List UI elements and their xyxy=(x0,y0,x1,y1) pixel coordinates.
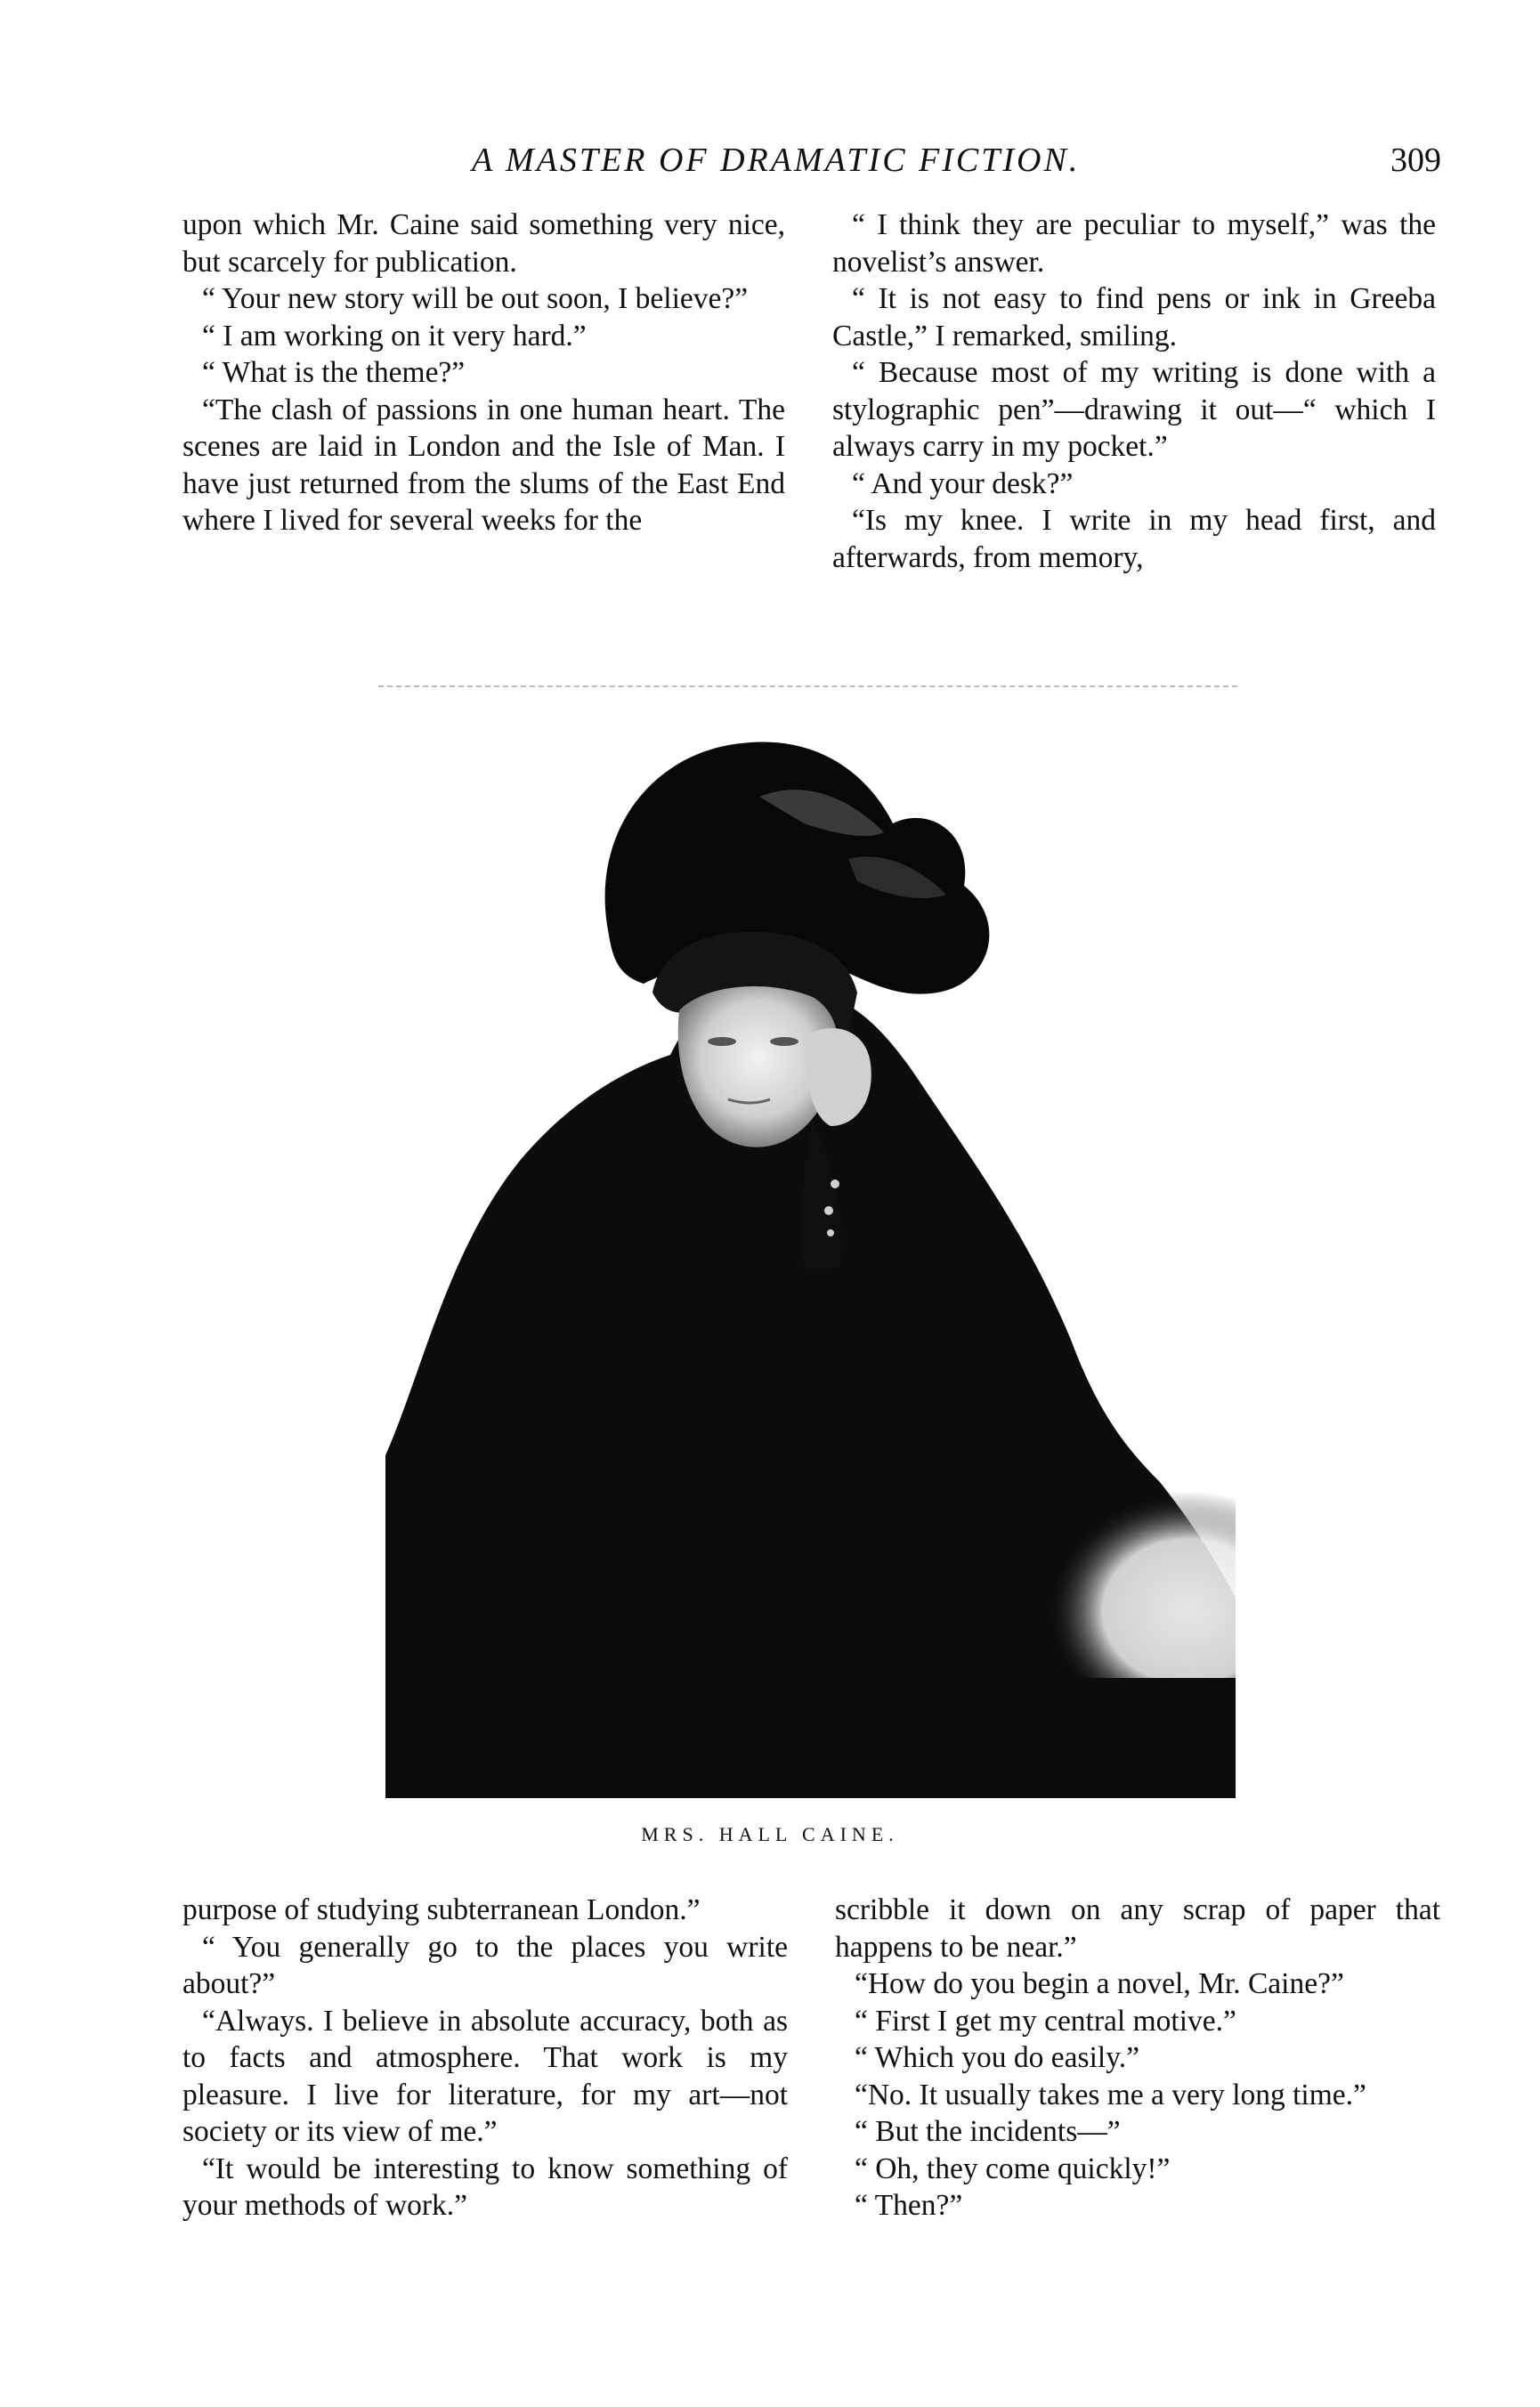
paragraph: upon which Mr. Caine said something very nice, but scarcely for publication. xyxy=(182,208,785,279)
paragraph: “ Your new story will be out soon, I believe?” xyxy=(202,282,749,315)
photo-top-edge xyxy=(378,685,1237,691)
column-top-right xyxy=(832,207,1436,576)
paragraph: “ It is not easy to find pens or ink in Greeba Castle,” I remarked, smiling. xyxy=(832,282,1436,353)
running-header: A MASTER OF DRAMATIC FICTION. xyxy=(472,142,1081,179)
photo-caption: MRS. HALL CAINE. xyxy=(641,1823,899,1845)
paragraph: “ Then?” xyxy=(855,2189,963,2222)
paragraph: “ I think they are peculiar to myself,” was the novelist’s answer. xyxy=(832,208,1436,279)
paragraph: “ Because most of my writing is done with a stylographic pen”—drawing it out—“ which I always carry in my pocket.” xyxy=(832,356,1436,463)
paragraph: “Always. I believe in absolute accuracy, both as to facts and atmosphere. That work is my pleasure. I live for literature, for my art—not society or its view of me.” xyxy=(182,2004,788,2148)
paragraph: “It would be interesting to know something of your methods of work.” xyxy=(182,2152,788,2222)
portrait-illustration xyxy=(385,699,1236,1798)
paragraph: “ You generally go to the places you write about?” xyxy=(182,1930,788,2000)
column-bottom-left xyxy=(182,1892,788,2225)
paragraph: “Is my knee. I write in my head first, and afterwards, from memory, xyxy=(832,504,1436,574)
paragraph: “ Which you do easily.” xyxy=(855,2041,1140,2074)
paragraph: “How do you begin a novel, Mr. Caine?” xyxy=(855,1967,1344,2000)
paragraph: “ Oh, they come quickly!” xyxy=(855,2152,1171,2185)
paragraph: “ And your desk?” xyxy=(852,466,1074,500)
column-bottom-right xyxy=(835,1892,1440,2225)
paragraph: “The clash of passions in one human heart. The scenes are laid in London and the Isle of Man. I have just returned from the slums of the East End where I lived for several weeks for the xyxy=(182,393,785,537)
page-number: 309 xyxy=(1390,142,1441,179)
paragraph: “ But the incidents—” xyxy=(855,2115,1121,2148)
paragraph: scribble it down on any scrap of paper that happens to be near.” xyxy=(835,1893,1440,1964)
paragraph: “No. It usually takes me a very long time.” xyxy=(855,2078,1366,2111)
paragraph: “ What is the theme?” xyxy=(202,356,466,389)
column-top-left xyxy=(182,207,785,539)
paragraph: purpose of studying subterranean London.” xyxy=(182,1893,701,1926)
portrait-photo xyxy=(385,699,1236,1798)
paragraph: “ I am working on it very hard.” xyxy=(202,319,587,353)
paragraph: “ First I get my central motive.” xyxy=(855,2004,1236,2038)
